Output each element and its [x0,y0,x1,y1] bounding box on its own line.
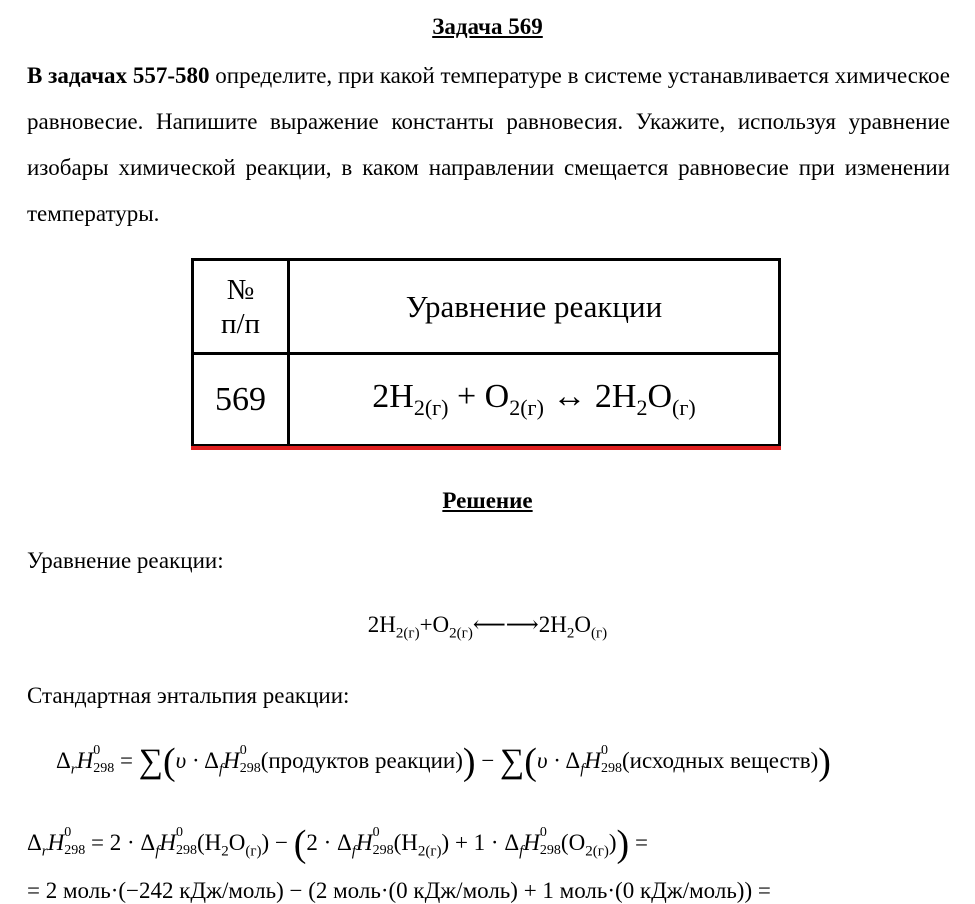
reaction-label: Уравнение реакции: [27,548,224,573]
page-title: Задача 569 [432,14,543,39]
table-underline [191,446,781,450]
task-range: В задачах 557-580 [27,63,210,88]
solution-heading: Решение [442,488,533,513]
table-row-number: 569 [215,380,266,418]
enthalpy-formula-general: $\Delta_rH$ 0 298 = $\sum(\upsilon \cdot \Delta_fH$ 0 298 (продуктов реакции)) − $\sum(\upsilon \cdot \Delta_fH$ 0 298 (исходных веществ)) [56,741,831,783]
reaction-table [191,258,781,447]
task-text: определите, при какой температуре в системе устанавливается химическое равновесие. Напишите выражение константы равновесия. Укажите, используя уравнение изобары химической реакции, в каком направлении смещается равновесие при изменении температуры. [27,63,950,226]
enthalpy-label: Стандартная энтальпия реакции: [27,683,350,708]
table-header-equation: Уравнение реакции [405,288,663,324]
table-header-number: № п/п [220,273,261,340]
reaction-equation: $2H_{2(г)}+O_{2(г)}⟵⟶2H_2O_{(г)}$ [367,612,608,642]
enthalpy-formula-specific: $\Delta_rH$ 0 298 = $2 \cdot \Delta_fH$ 0 298 $(H_2O_{(г)}) - (2 \cdot \Delta_fH$ 0 298 $(H_{2(г)}) + 1 \cdot \Delta_fH$ 0 298 $(O_{2(г)})$) = [27,823,648,865]
task-description [27,53,950,237]
table-row-equation: $2H_{2(г)} + O_{2(г)}$ ↔ $2H_2O_{(г)}$ [372,378,696,420]
enthalpy-calculation: = 2 моль·(−242 кДж/моль) − (2 моль·(0 кДж/моль) + 1 моль·(0 кДж/моль)) = [27,878,771,903]
